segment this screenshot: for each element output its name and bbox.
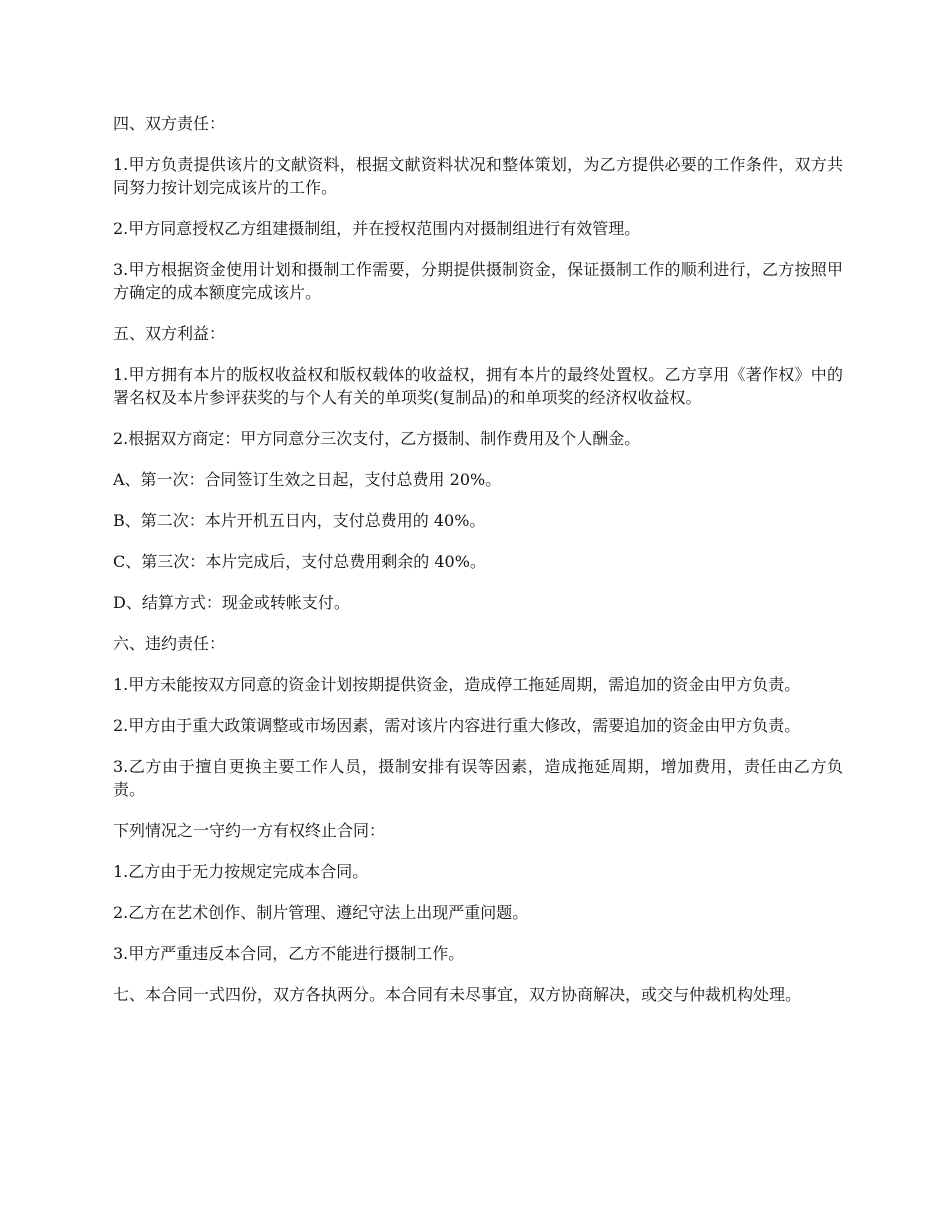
- clause-paragraph: 3.甲方根据资金使用计划和摄制工作需要，分期提供摄制资金，保证摄制工作的顺利进行，乙方按照甲方确定的成本额度完成该片。: [113, 260, 843, 302]
- payment-item: C、第三次：本片完成后，支付总费用剩余的 40%。: [113, 552, 486, 571]
- clause-paragraph: 3.甲方严重违反本合同，乙方不能进行摄制工作。: [113, 944, 465, 963]
- clause-paragraph: 1.甲方未能按双方同意的资金计划按期提供资金，造成停工拖延周期，需追加的资金由甲方负责。: [113, 675, 801, 694]
- document-page: [113, 112, 843, 1024]
- clause-paragraph: 1.甲方拥有本片的版权收益权和版权载体的收益权，拥有本片的最终处置权。乙方享用《著作权》中的署名权及本片参评获奖的与个人有关的单项奖(复制品)的和单项奖的经济权收益权。: [113, 365, 843, 407]
- section-heading-benefits: 五、双方利益：: [113, 324, 226, 343]
- payment-item: D、结算方式：现金或转帐支付。: [113, 593, 350, 612]
- clause-paragraph: 2.乙方在艺术创作、制片管理、遵纪守法上出现严重问题。: [113, 903, 529, 922]
- clause-paragraph: 2.甲方同意授权乙方组建摄制组，并在授权范围内对摄制组进行有效管理。: [113, 219, 641, 238]
- clause-paragraph: 2.根据双方商定：甲方同意分三次支付，乙方摄制、制作费用及个人酬金。: [113, 429, 641, 448]
- clause-paragraph: 1.乙方由于无力按规定完成本合同。: [113, 862, 369, 881]
- clause-paragraph: 3.乙方由于擅自更换主要工作人员，摄制安排有误等因素，造成拖延周期，增加费用，责任由乙方负责。: [113, 757, 843, 799]
- clause-paragraph: 2.甲方由于重大政策调整或市场因素，需对该片内容进行重大修改，需要追加的资金由甲方负责。: [113, 716, 801, 735]
- clause-paragraph: 1.甲方负责提供该片的文献资料，根据文献资料状况和整体策划，为乙方提供必要的工作条件，双方共同努力按计划完成该片的工作。: [113, 155, 843, 197]
- section-heading-breach: 六、违约责任：: [113, 634, 226, 653]
- section-heading-responsibilities: 四、双方责任：: [113, 114, 226, 133]
- termination-heading: 下列情况之一守约一方有权终止合同：: [113, 821, 386, 840]
- section-final-clause: 七、本合同一式四份，双方各执两分。本合同有未尽事宜，双方协商解决，或交与仲裁机构处理。: [113, 985, 802, 1004]
- payment-item: B、第二次：本片开机五日内，支付总费用的 40%。: [113, 511, 486, 530]
- payment-item: A、第一次：合同签订生效之日起，支付总费用 20%。: [113, 470, 502, 489]
